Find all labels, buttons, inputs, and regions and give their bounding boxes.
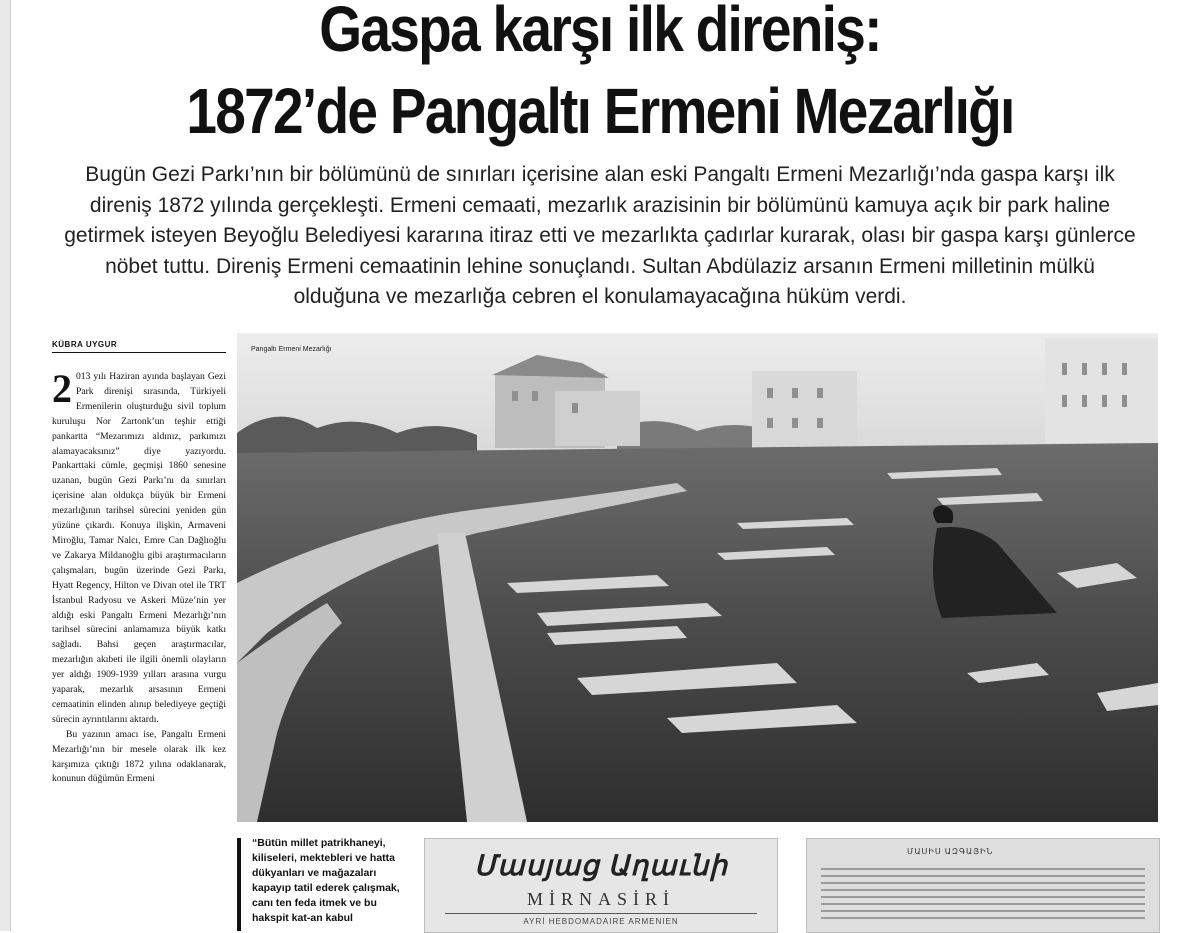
headline-line-1: Gaspa karşı ilk direniş:: [319, 0, 881, 65]
clipping-small-print: AYRİ HEBDOMADAIRE ARMENIEN: [523, 917, 679, 926]
headline-line-2: 1872’de Pangaltı Ermeni Mezarlığı: [186, 75, 1014, 147]
drop-cap: 2: [52, 366, 72, 411]
photo-caption: Pangaltı Ermeni Mezarlığı: [251, 346, 332, 353]
clipping-divider: [445, 913, 757, 914]
body-paragraph-2: Bu yazının amacı ise, Pangaltı Ermeni Mezarlığı’nın bir mesele olarak ilk kez karşımıza çıktığı 1872 yılına odaklanarak, konunun düğümün Ermeni: [52, 728, 226, 785]
clipping-2-header: ՄԱՍԻՍ ԱԶԳԱՅԻՆ: [907, 847, 994, 856]
clipping-2-text-lines: [821, 863, 1145, 932]
body-paragraph-1: [52, 366, 226, 728]
byline: KÜBRA UYGUR: [52, 340, 226, 353]
clipping-masthead: Մասյաց Աղաւնի: [474, 851, 728, 882]
pull-quote: “Bütün millet patrikhaneyi, kiliseleri, mektebleri ve hatta dükyanları ve mağazaları kapayıp tatil ederek çalışmak, canı ten feda itmek ve bu hakspit kat-an kabul: [252, 837, 400, 924]
cemetery-photo-illustration: [237, 333, 1158, 822]
newspaper-clipping-page: [806, 838, 1160, 933]
deck-text: Bugün Gezi Parkı’nın bir bölümünü de sınırları içerisine alan eski Pangaltı Ermeni Mezarlığı’nda gaspa karşı ilk direniş 1872 yılında gerçekleşti. Ermeni cemaati, mezarlık arazisinin bir bölümünü kamuya açık bir park haline getirmek isteyen Beyoğlu Belediyesi kararına itiraz etti ve mezarlıkta çadırlar kurarak, olası bir gaspa karşı günlerce nöbet tuttu. Direniş Ermeni cemaatinin lehine sonuçlandı. Sultan Abdülaziz arsanın Ermeni milletinin mülkü olduğuna ve mezarlığa cebren el konulamayacağına hüküm verdi.: [64, 163, 1136, 308]
clipping-subtitle: MİRNASİRİ: [526, 889, 675, 909]
newspaper-clipping-masis: [424, 838, 778, 933]
page-edge: [0, 0, 11, 931]
article-body-column: [52, 366, 226, 787]
quote-rule: [237, 838, 241, 931]
cemetery-photo: [237, 333, 1158, 822]
body-paragraph-1-text: 013 yılı Haziran ayında başlayan Gezi Park direnişi sırasında, Türkiyeli Ermenilerin oluşturduğu sivil toplum kuruluşu Nor Zartonk’un teşhir ettiği pankartta “Mezarımızı aldınız, parkımızı alamayacaksınız” diye yazıyordu. Pankarttaki cümle, geçmişi 1860 senesine uzanan, bugün Gezi Parkı’nı da sınırları içerisine alan oldukça büyük bir Ermeni mezarlığının tarihsel sürecini yeniden gün yüzüne çıkardı. Konuya ilişkin, Armaveni Miroğlu, Tamar Nalcı, Emre Can Dağlıoğlu ve Zakarya Mildanoğlu gibi araştırmacıların çalışmaları, bugün üzerinde Gezi Parkı, Hyatt Regency, Hilton ve Divan otel ile TRT İstanbul Radyosu ve Askeri Müze’nin yer aldığı eski Pangaltı Ermeni Mezarlığı’nın tarihsel sürecini anlamamıza büyük katkı sağladı. Bahsi geçen araştırmacılar, mezarlığın akıbeti ile ilgili önemli olayların yer aldığı 1909-1939 yılları arasına vurgu yaparak, mezarlık arsasının Ermeni cemaatinin elinden alınıp belediyeye geçtiği sürecin ayrıntılarını aktardı.: [52, 371, 226, 725]
